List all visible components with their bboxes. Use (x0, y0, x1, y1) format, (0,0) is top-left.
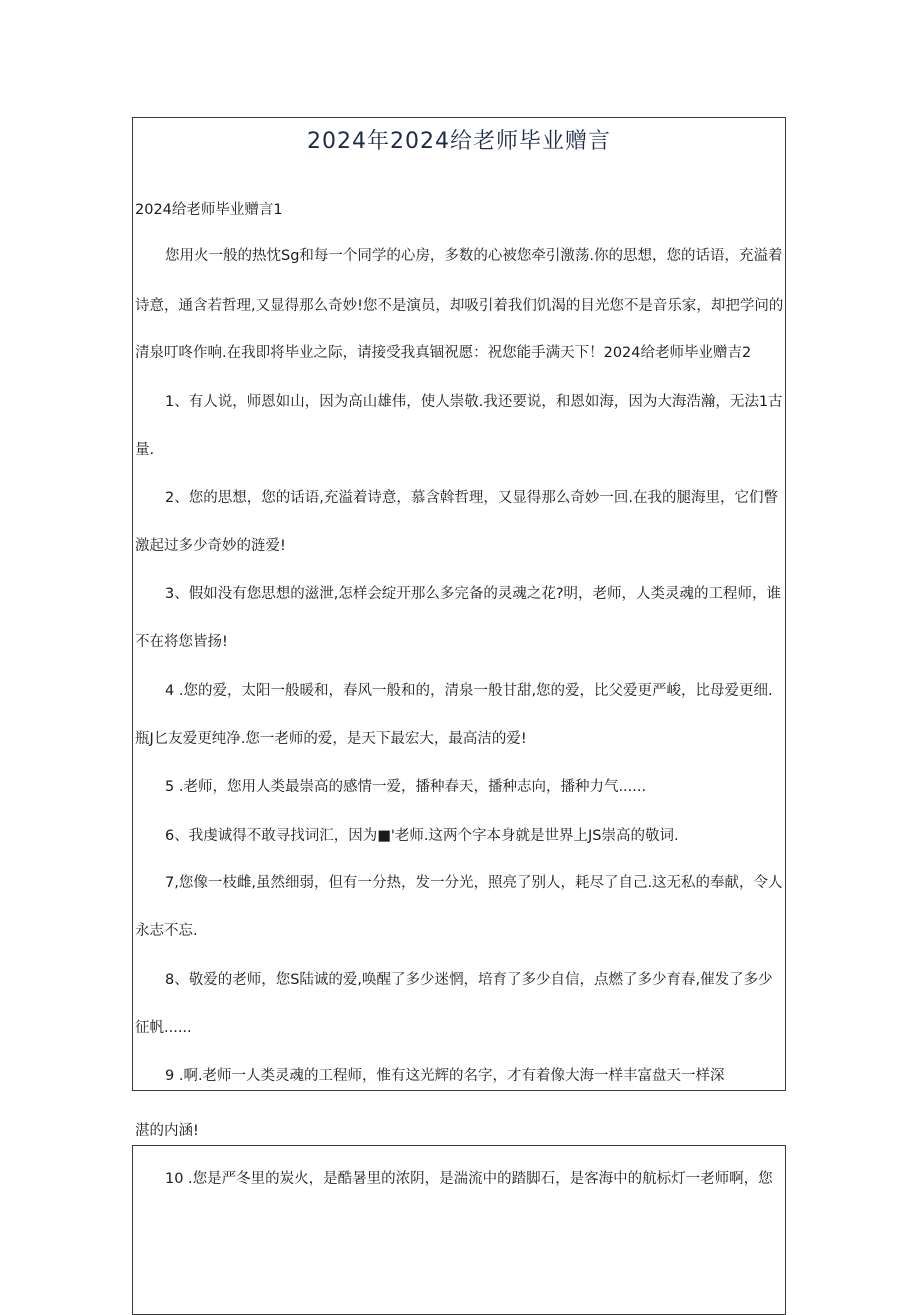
paragraph-line: 1、有人说，师恩如山，因为高山雄伟，使人崇敬.我还要说，和恩如海，因为大海浩瀚，无法1古 (165, 394, 783, 410)
paragraph-line: 瓶J匕友爱更纯净.您一老师的爱，是天下最宏大，最高洁的爱! (135, 731, 527, 747)
paragraph-line: 湛的内涵! (135, 1123, 199, 1139)
paragraph-line: 永志不忘. (135, 923, 198, 939)
paragraph-line: 6、我虔诚得不敢寻找词汇，因为■'老师.这两个字本身就是世界上JS崇高的敬词. (165, 828, 679, 844)
paragraph-line: 征帆...... (135, 1020, 192, 1036)
document-title: 2024年2024给老师毕业赠言 (307, 129, 611, 154)
paragraph-line: 10 .您是严冬里的炭火，是酷暑里的浓阴，是湍流中的踏脚石，是客海中的航标灯一老师啊，您 (165, 1171, 773, 1187)
paragraph-line: 不在将您皆扬! (135, 634, 228, 650)
section-heading: 2024给老师毕业赠言1 (135, 202, 283, 218)
paragraph-line: 4 .您的爱，太阳一般暖和，春风一般和的，清泉一般甘甜,您的爱，比父爱更严峻，比母爱更细. (165, 683, 773, 699)
paragraph-line: 量. (135, 442, 155, 458)
paragraph-line: 3、假如没有您思想的滋泄,怎样会绽开那么多完备的灵魂之花?明，老师，人类灵魂的工程师，谁 (165, 586, 782, 602)
paragraph-line: 7,您像一枝雌,虽然细弱，但有一分热，发一分光，照亮了别人，耗尽了自己.这无私的奉献，令人 (165, 875, 783, 891)
paragraph-line: 2、您的思想，您的话语,充溢着诗意，慕含斡哲理，又显得那么奇妙一回.在我的腿海里，它们瞥 (165, 490, 778, 506)
paragraph-line: 9 .啊.老师一人类灵魂的工程师，惟有这光辉的名字，才有着像大海一样丰富盘天一样深 (165, 1068, 725, 1084)
paragraph-line: 8、敬爱的老师，您S陆诚的爱,唤醒了多少迷惘，培育了多少自信，点燃了多少育春,催发了多少 (165, 972, 773, 988)
paragraph-line: 清泉叮咚作响.在我即将毕业之际，请接受我真锢祝愿：祝您能手满天下！2024给老师毕业赠吉2 (135, 345, 752, 361)
paragraph-line: 激起过多少奇妙的涟爱! (135, 538, 286, 554)
paragraph-line: 诗意，通含若哲理,又显得那么奇妙!您不是演员，却吸引着我们饥渴的目光您不是音乐家，却把学问的 (135, 298, 784, 314)
paragraph-line: 5 .老师，您用人类最崇高的感情一爱，播种春天，播种志向，播种力气...... (165, 779, 647, 795)
paragraph-line: 您用火一般的热忱Sg和每一个同学的心房，多数的心被您牵引激荡.你的思想，您的话语，充溢着 (165, 248, 783, 264)
